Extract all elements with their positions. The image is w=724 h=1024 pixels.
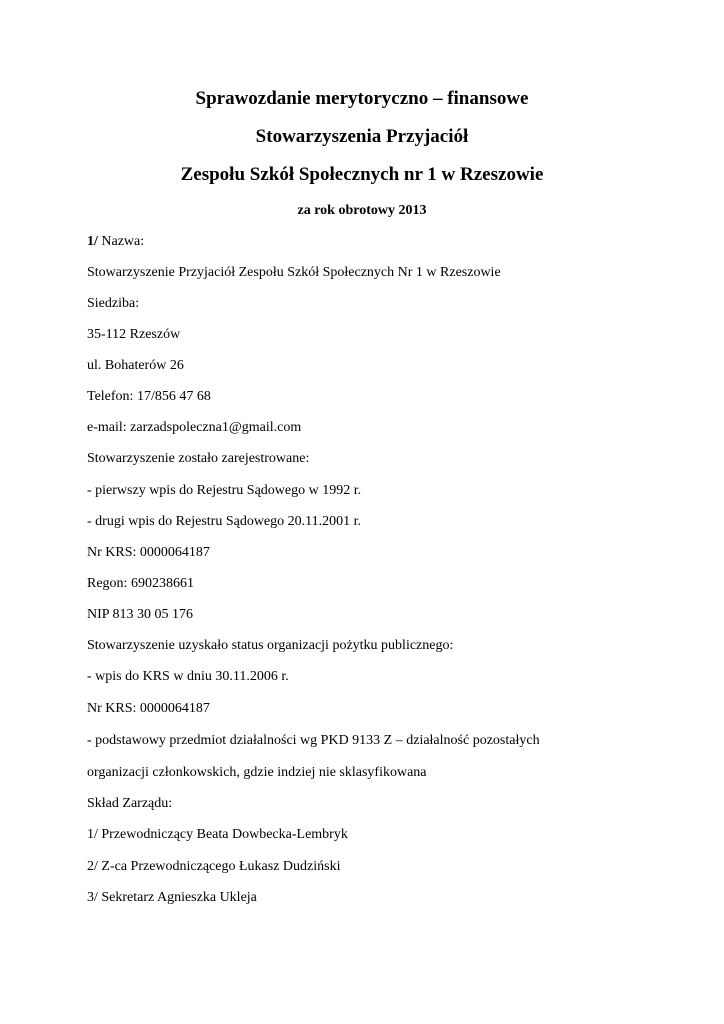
board-member-deputy-chair: 2/ Z-ca Przewodniczącego Łukasz Dudziński: [87, 859, 341, 874]
section-heading-name: [87, 233, 144, 251]
main-activity-line-2: organizacji członkowskich, gdzie indziej nie sklasyfikowana: [87, 765, 427, 780]
nip-number: NIP 813 30 05 176: [87, 607, 194, 622]
email-address: e-mail: zarzadspoleczna1@gmail.com: [87, 420, 302, 435]
registration-second-entry: - drugi wpis do Rejestru Sądowego 20.11.2001 r.: [87, 514, 362, 529]
board-composition-heading: Skład Zarządu:: [87, 796, 173, 811]
document-title-line-1: Sprawozdanie merytoryczno – finansowe: [195, 88, 529, 109]
document-title-line-2: Stowarzyszenia Przyjaciół: [255, 126, 469, 147]
board-member-secretary: 3/ Sekretarz Agnieszka Ukleja: [87, 890, 257, 905]
registration-first-entry: - pierwszy wpis do Rejestru Sądowego w 1992 r.: [87, 483, 362, 498]
krs-number-repeat: Nr KRS: 0000064187: [87, 701, 210, 716]
document-title-line-3: Zespołu Szkół Społecznych nr 1 w Rzeszowie: [180, 164, 544, 185]
krs-entry-date: - wpis do KRS w dniu 30.11.2006 r.: [87, 669, 289, 684]
section-label: Nazwa:: [97, 234, 145, 249]
registration-heading: Stowarzyszenie zostało zarejestrowane:: [87, 451, 310, 466]
board-member-chair: 1/ Przewodniczący Beata Dowbecka-Lembryk: [87, 827, 348, 842]
document-subtitle: za rok obrotowy 2013: [297, 203, 427, 218]
regon-number: Regon: 690238661: [87, 576, 194, 591]
headquarters-label: Siedziba:: [87, 296, 140, 311]
organization-name: Stowarzyszenie Przyjaciół Zespołu Szkół Społecznych Nr 1 w Rzeszowie: [87, 265, 501, 280]
main-activity-line-1: - podstawowy przedmiot działalności wg PKD 9133 Z – działalność pozostałych: [87, 733, 540, 748]
phone-number: Telefon: 17/856 47 68: [87, 389, 211, 404]
section-number: 1/: [87, 234, 98, 249]
postal-code-city: 35-112 Rzeszów: [87, 327, 181, 342]
krs-number: Nr KRS: 0000064187: [87, 545, 210, 560]
street-address: ul. Bohaterów 26: [87, 358, 184, 373]
public-benefit-status-heading: Stowarzyszenie uzyskało status organizacji pożytku publicznego:: [87, 638, 454, 653]
